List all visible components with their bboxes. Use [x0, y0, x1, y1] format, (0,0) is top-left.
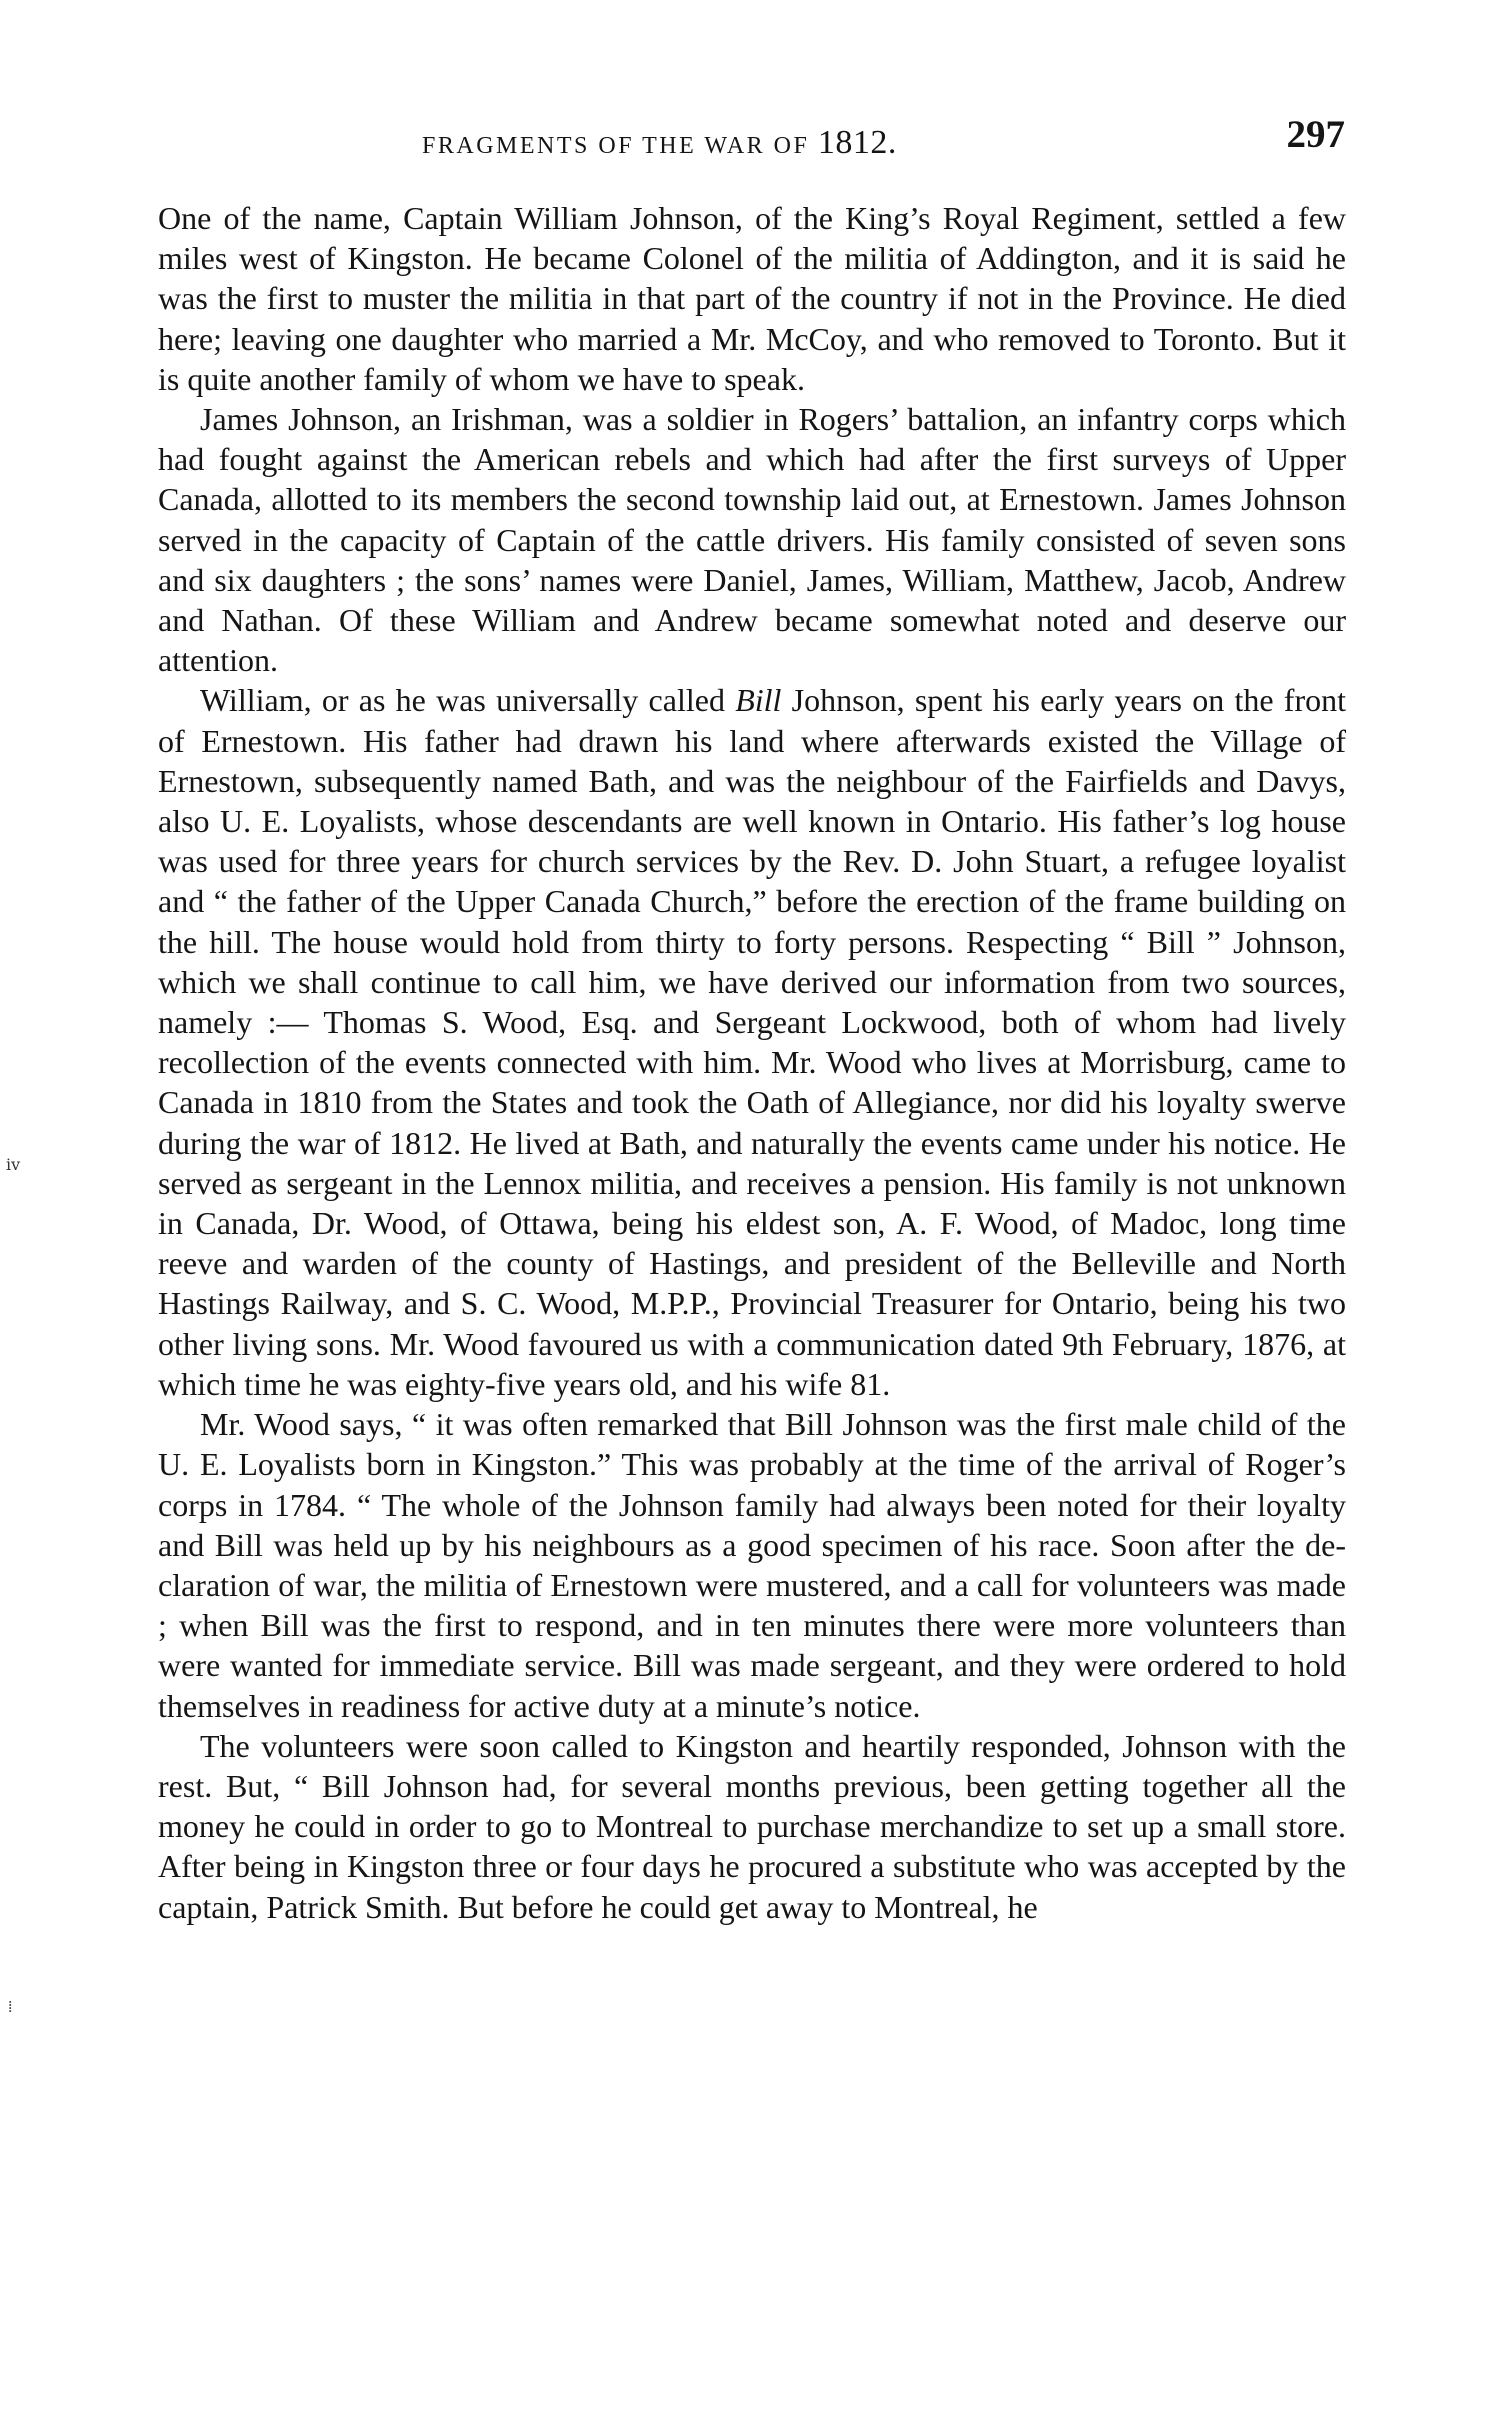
page-header: [160, 112, 1345, 168]
running-title-year: 1812.: [817, 124, 897, 161]
scan-speck: ⁞: [8, 1999, 13, 2016]
scan-speck: ⅳ: [6, 1157, 21, 1174]
paragraph-volunteers: The volunteers were soon called to Kingston and heartily responded, Johnson with the rest. But, “ Bill Johnson had, for several months previous, been getting together all the money he could in order to go to Montreal to purchase merchandize to set up a small store. After being in Kingston three or four days he procured a substitute who was accepted by the captain, Patrick Smith. But before he could get away to Montreal, he: [158, 1727, 1346, 1925]
paragraph-bill-johnson: [158, 680, 1346, 1404]
running-title: [422, 124, 897, 162]
paragraph-mr-wood-says: Mr. Wood says, “ it was often remarked that Bill Johnson was the first male child of the U. E. Loyalists born in Kingston.” This was probably at the time of the arrival of Roger’s corps in 1784. “ The whole of the Johnson family had always been noted for their loyalty and Bill was held up by his neighbours as a good specimen of his race. Soon after the declaration of war, the militia of Ernestown were mustered, and a call for volunteers was made ; when Bill was the first to respond, and in ten minutes there were more volunteers than were wanted for immediate service. Bill was made sergeant, and they were ordered to hold themselves in readiness for active duty at a minute’s notice.: [158, 1406, 1346, 1724]
paragraph-bill-johnson-rest: Johnson, spent his early years on the front of Ernestown. His father had drawn his land where afterwards existed the Village of Ernestown, subsequently named Bath, and was the neighbour of the Fairfields and Davys, also U. E. Loyalists, whose descendants are well known in Ontario. His father’s log house was used for three years for church services by the Rev. D. John Stuart, a refugee loyalist and “ the father of the Upper Canada Church,” before the erection of the frame building on the hill. The house would hold from thirty to forty persons. Respecting “ Bill ” Johnson, which we shall continue to call him, we have derived our information from two sources, namely :— Thomas S. Wood, Esq. and Sergeant Lockwood, both of whom had lively recollection of the events connected with him. Mr. Wood who lives at Morrisburg, came to Canada in 1810 from the States and took the Oath of Allegiance, nor did his loyalty swerve during the war of 1812. He lived at Bath, and naturally the events came under his notice. He served as sergeant in the Lennox militia, and receives a pension. His family is not unknown in Canada, Dr. Wood, of Ottawa, being his eldest son, A. F. Wood, of Madoc, long time reeve and warden of the county of Hastings, and president of the Belleville and North Hastings Railway, and S. C. Wood, M.P.P., Provincial Treasurer for Ontario, being his two other living sons. Mr. Wood favoured us with a communication dated 9th February, 1876, at which time he was eighty-five years old, and his wife 81.: [158, 682, 1347, 1402]
paragraph-captain-william-johnson: One of the name, Captain William Johnson, of the King’s Royal Regiment, settled a few miles west of Kingston. He became Colonel of the militia of Addington, and it is said he was the first to muster the militia in that part of the country if not in the Province. He died here; leaving one daughter who married a Mr. McCoy, and who removed to Toronto. But it is quite another family of whom we have to speak.: [158, 200, 1346, 397]
page-number: 297: [1286, 113, 1345, 156]
body-text: [158, 198, 1346, 1927]
paragraph-james-johnson: James Johnson, an Irishman, was a soldier in Rogers’ battalion, an infantry corps which had fought against the American rebels and which had after the first surveys of Upper Canada, allotted to its members the second township laid out, at Ernestown. James Johnson served in the capacity of Captain of the cattle drivers. His family consisted of seven sons and six daughters ; the sons’ names were Daniel, James, William, Matthew, Jacob, Andrew and Nathan. Of these William and Andrew became somewhat noted and deserve our attention.: [158, 401, 1346, 679]
italic-bill: Bill: [735, 682, 782, 719]
running-title-text: FRAGMENTS OF THE WAR OF: [422, 133, 810, 159]
paragraph-bill-johnson-lead: William, or as he was universally called: [200, 682, 736, 719]
